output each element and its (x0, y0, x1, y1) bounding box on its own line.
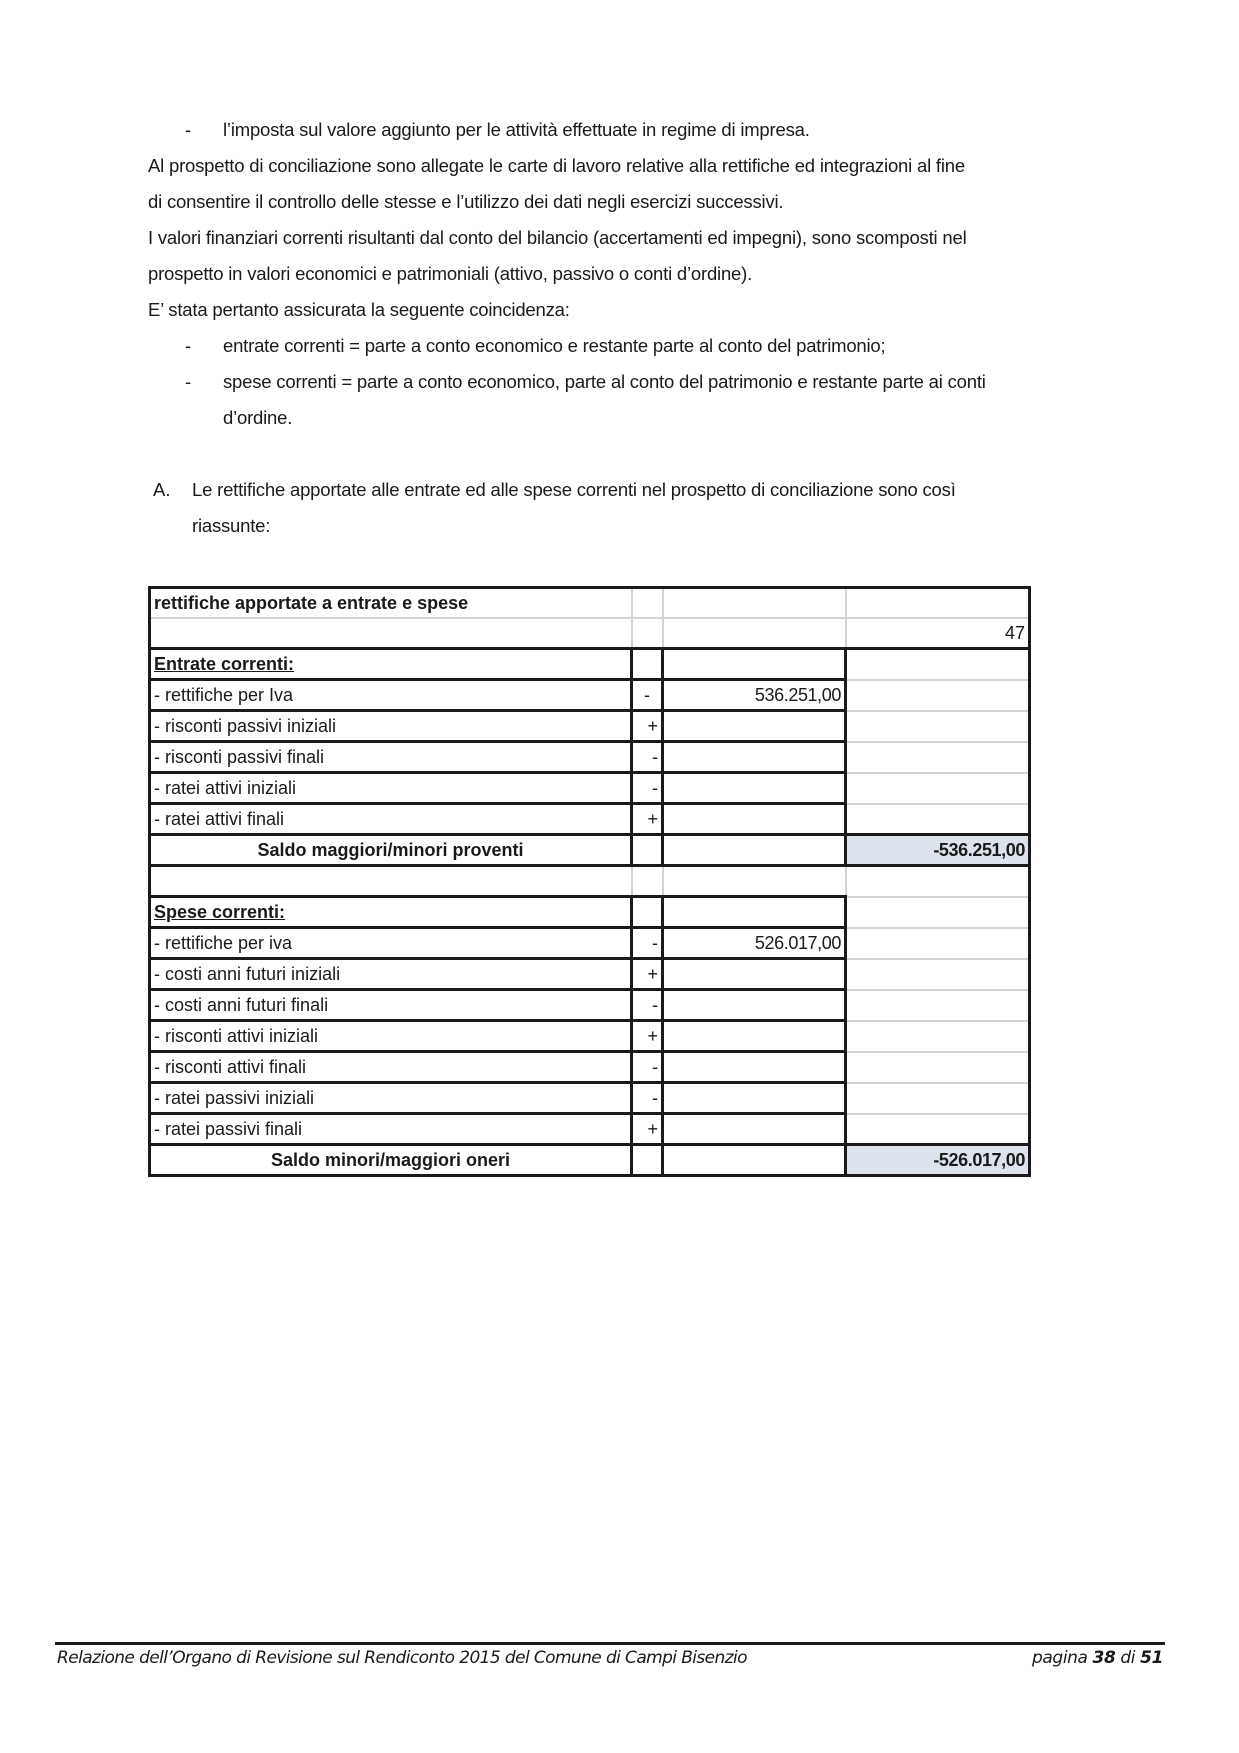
page-number (1032, 1648, 1163, 1668)
row-amount (663, 711, 846, 742)
row-label: - ratei attivi iniziali (150, 773, 632, 804)
list-item-text: riassunte: (192, 515, 271, 536)
row-sign: - (632, 742, 663, 773)
row-amount (663, 804, 846, 835)
section-heading-spese: Spese correnti: (150, 897, 632, 928)
row-label: - risconti passivi finali (150, 742, 632, 773)
bullet-text: l’imposta sul valore aggiunto per le attività effettuate in regime di impresa. (223, 119, 810, 140)
bullet-marker: - (185, 119, 192, 140)
table-row (150, 773, 1030, 804)
table-row (150, 959, 1030, 990)
list-marker-a: A. (153, 479, 171, 500)
row-label: - costi anni futuri iniziali (150, 959, 632, 990)
footer-divider (55, 1642, 1165, 1645)
paragraph-line: di consentire il controllo delle stesse e l’utilizzo dei dati negli esercizi successivi. (148, 191, 784, 212)
row-amount: 526.017,00 (663, 928, 846, 959)
row-sign: + (632, 1021, 663, 1052)
page-total: 51 (1140, 1648, 1163, 1668)
bullet-text: entrate correnti = parte a conto economico e restante parte al conto del patrimonio; (223, 335, 886, 356)
section-heading-entrate: Entrate correnti: (150, 649, 632, 680)
page-sep: di (1115, 1648, 1141, 1668)
row-label: - rettifiche per iva (150, 928, 632, 959)
footer-title: Relazione dell’Organo di Revisione sul Rendiconto 2015 del Comune di Campi Bisenzio (57, 1648, 747, 1668)
row-sign: - (632, 928, 663, 959)
table-row (150, 928, 1030, 959)
table-row (150, 1021, 1030, 1052)
row-sign: + (632, 804, 663, 835)
bullet-marker: - (185, 371, 192, 392)
row-amount: 536.251,00 (663, 680, 846, 711)
list-item-text: Le rettifiche apportate alle entrate ed alle spese correnti nel prospetto di conciliazione sono così (192, 479, 956, 500)
table-row (150, 1052, 1030, 1083)
table-title-row (150, 588, 1030, 619)
row-amount (663, 742, 846, 773)
row-amount (663, 1052, 846, 1083)
table-row (150, 680, 1030, 711)
paragraph-line: I valori finanziari correnti risultanti dal conto del bilancio (accertamenti ed impegni), sono scomposti nel (148, 227, 967, 248)
row-sign: - (632, 990, 663, 1021)
row-label: - costi anni futuri finali (150, 990, 632, 1021)
row-label: - risconti attivi finali (150, 1052, 632, 1083)
ref-number: 47 (846, 618, 1030, 649)
row-amount (663, 959, 846, 990)
section-heading-row (150, 649, 1030, 680)
table-ref-row (150, 618, 1030, 649)
row-sign: + (632, 1114, 663, 1145)
row-sign: - (632, 1052, 663, 1083)
row-amount (663, 1083, 846, 1114)
row-label: - risconti passivi iniziali (150, 711, 632, 742)
row-label: - ratei passivi finali (150, 1114, 632, 1145)
page-current: 38 (1092, 1648, 1116, 1668)
bullet-text: spese correnti = parte a conto economico, parte al conto del patrimonio e restante parte ai conti (223, 371, 986, 392)
total-value: -526.017,00 (846, 1145, 1030, 1176)
spacer-row (150, 866, 1030, 897)
total-value: -536.251,00 (846, 835, 1030, 866)
section-heading-row (150, 897, 1030, 928)
row-amount (663, 773, 846, 804)
bullet-marker: - (185, 335, 192, 356)
table-row (150, 1083, 1030, 1114)
row-label: - ratei passivi iniziali (150, 1083, 632, 1114)
table-row (150, 1114, 1030, 1145)
table-row (150, 990, 1030, 1021)
paragraph-line: E’ stata pertanto assicurata la seguente coincidenza: (148, 299, 570, 320)
row-label: - ratei attivi finali (150, 804, 632, 835)
row-label: - rettifiche per Iva (150, 680, 632, 711)
total-row-entrate (150, 835, 1030, 866)
row-amount (663, 1021, 846, 1052)
total-row-spese (150, 1145, 1030, 1176)
row-sign: - (632, 1083, 663, 1114)
row-sign: + (632, 711, 663, 742)
bullet-text-continuation: d’ordine. (223, 407, 293, 428)
row-label: - risconti attivi iniziali (150, 1021, 632, 1052)
total-label: Saldo minori/maggiori oneri (150, 1145, 632, 1176)
row-sign: - (632, 680, 663, 711)
row-sign: + (632, 959, 663, 990)
row-amount (663, 990, 846, 1021)
row-sign: - (632, 773, 663, 804)
table-row (150, 742, 1030, 773)
table-row (150, 711, 1030, 742)
total-label: Saldo maggiori/minori proventi (150, 835, 632, 866)
table-row (150, 804, 1030, 835)
paragraph-line: prospetto in valori economici e patrimoniali (attivo, passivo o conti d’ordine). (148, 263, 753, 284)
page-prefix: pagina (1032, 1648, 1093, 1668)
rettifiche-table (148, 586, 1031, 1177)
table-title: rettifiche apportate a entrate e spese (150, 588, 632, 619)
paragraph-line: Al prospetto di conciliazione sono allegate le carte di lavoro relative alla rettifiche ed integrazioni al fine (148, 155, 965, 176)
row-amount (663, 1114, 846, 1145)
